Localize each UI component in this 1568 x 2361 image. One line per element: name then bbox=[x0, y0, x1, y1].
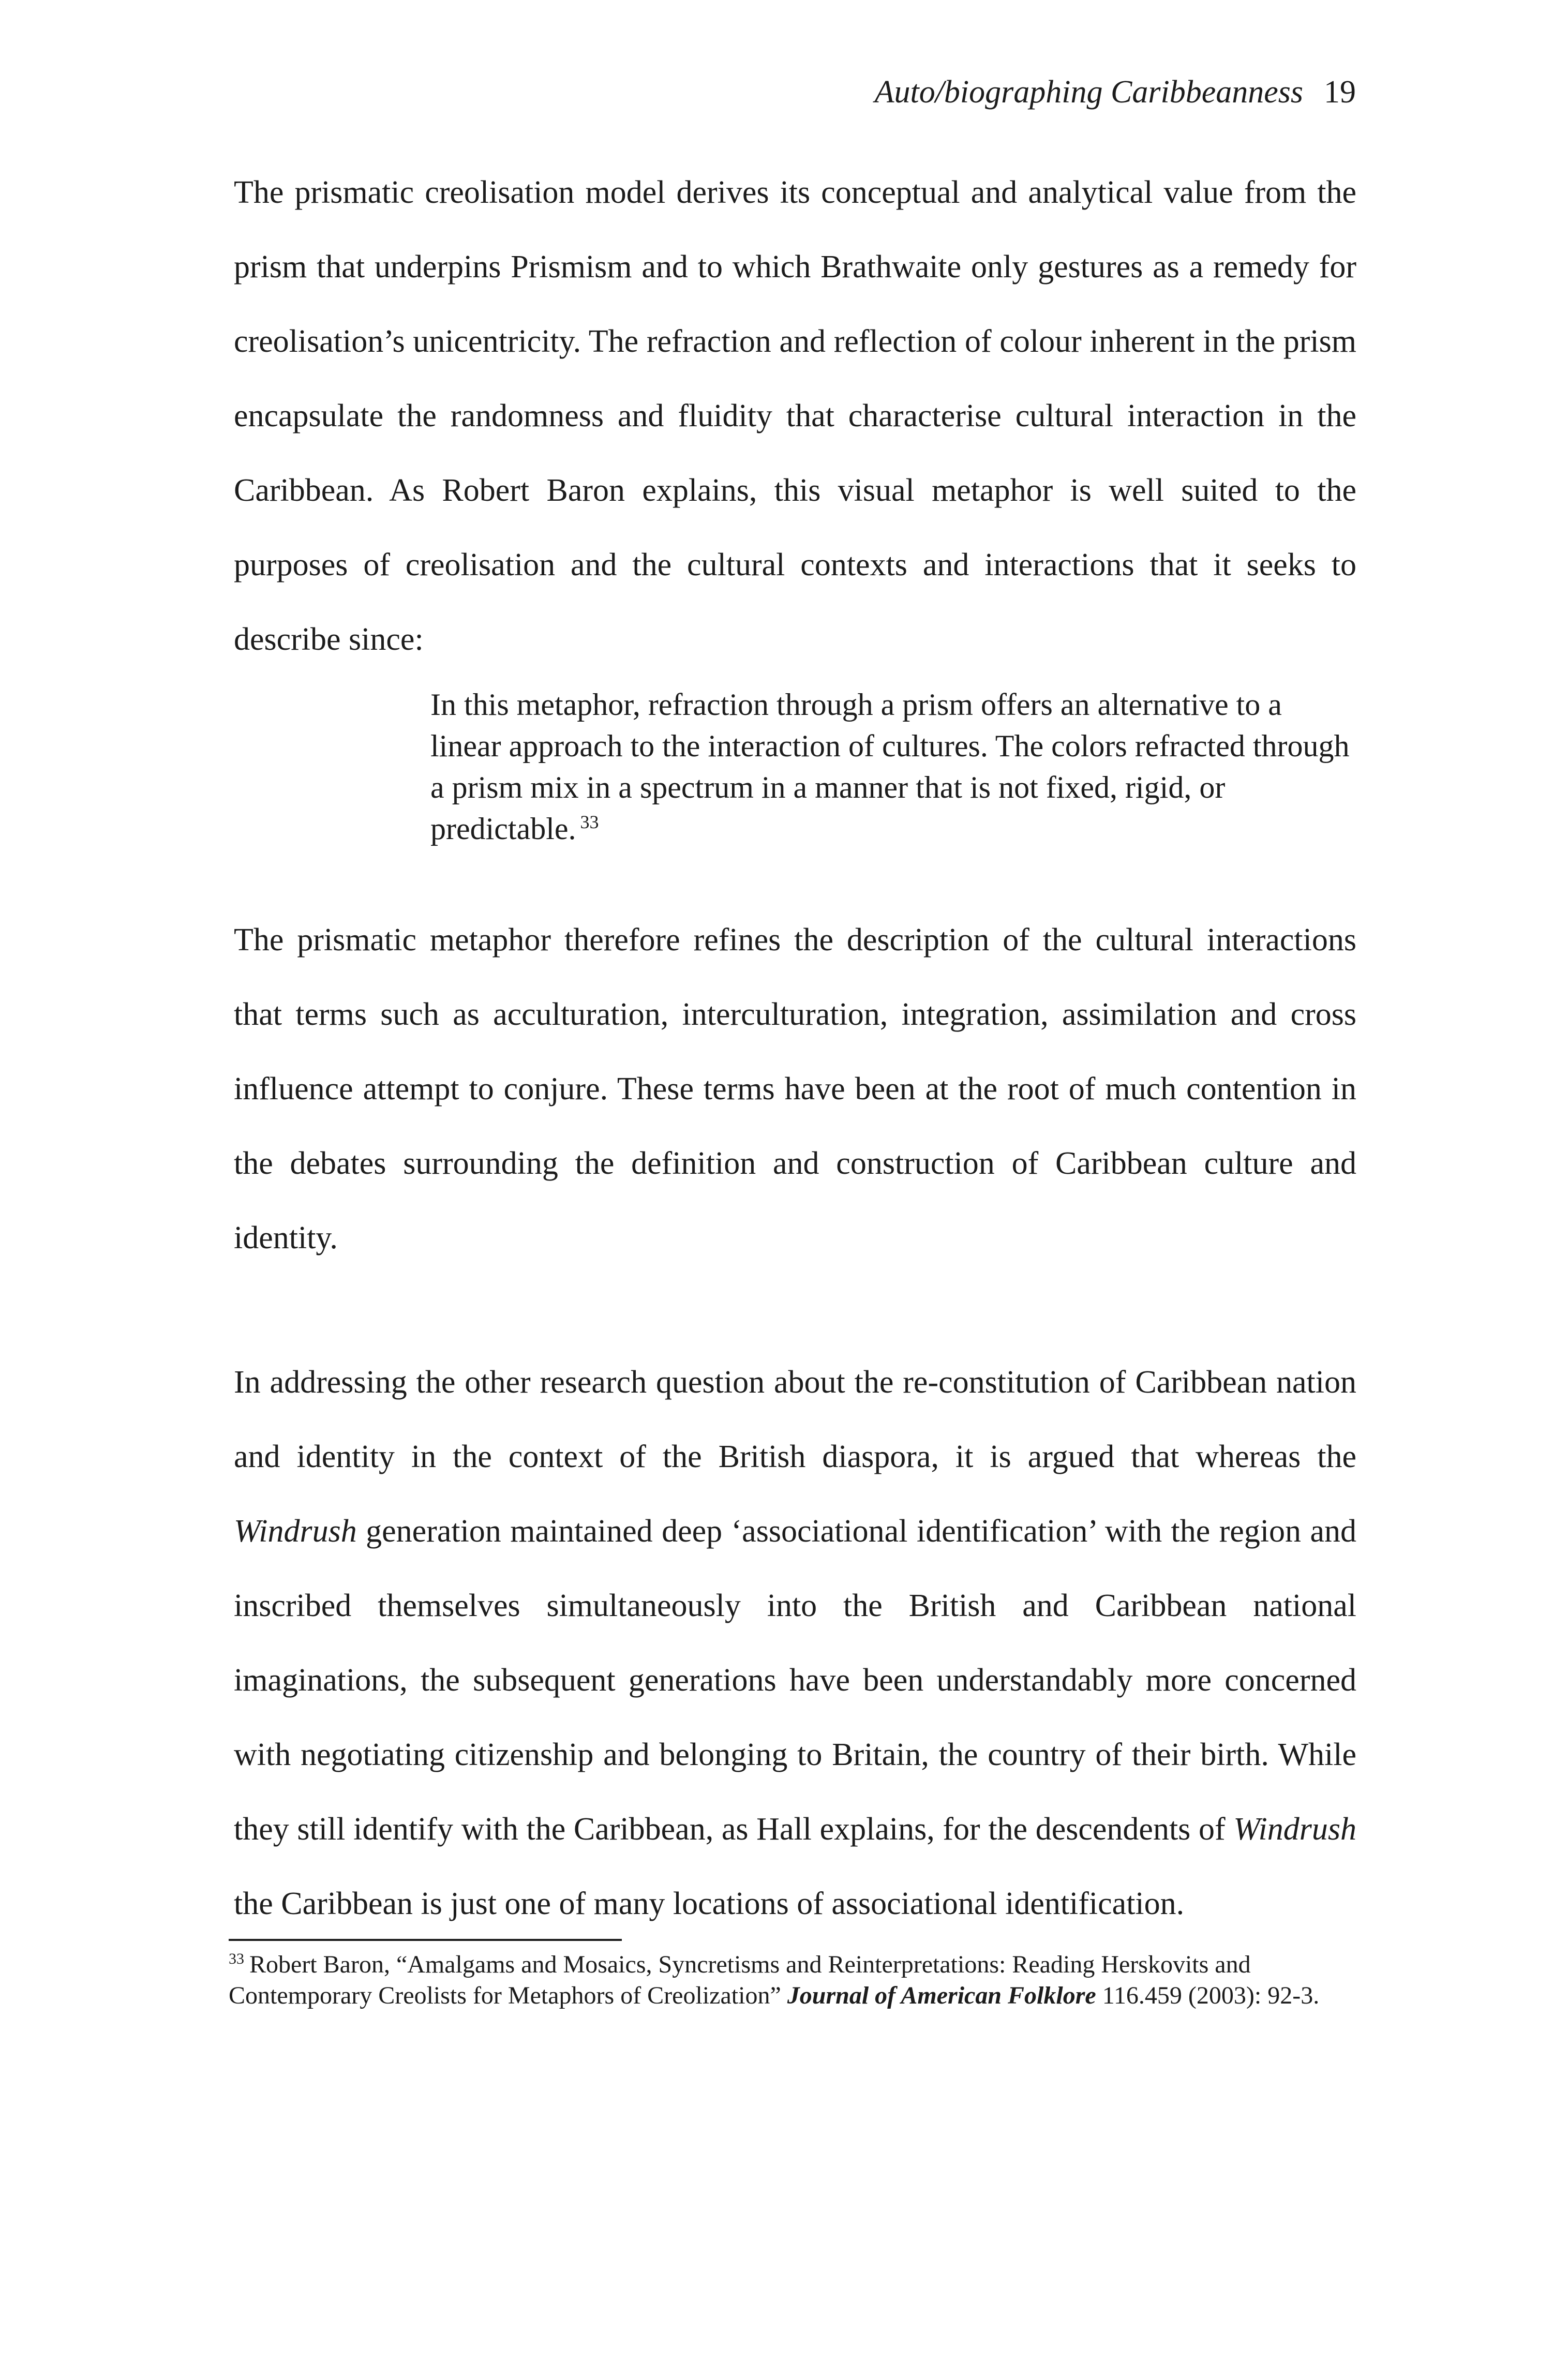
windrush-italic-term: Windrush bbox=[1233, 1812, 1356, 1847]
footnote-citation-details: 116.459 (2003): 92-3. bbox=[1096, 1982, 1320, 2009]
running-title: Auto/biographing Caribbeanness bbox=[874, 74, 1303, 110]
footnote-text: Robert Baron, “Amalgams and Mosaics, Syncretisms and Reinterpretations: Reading Herskovits and Contemporary Creolists for Metaphors of Creolization” bbox=[229, 1951, 1251, 2009]
paragraph-prismatic-metaphor: The prismatic metaphor therefore refines the description of the cultural interactions that terms such as acculturation, interculturation, integration, assimilation and cross influence attempt to conjure. These terms have been at the root of much contention in the debates surrounding the definition and construction of Caribbean culture and identity. bbox=[234, 922, 1356, 1256]
footnote-journal-title: Journal of American Folklore bbox=[787, 1982, 1096, 2009]
paragraph-prismatic-model: The prismatic creolisation model derives its conceptual and analytical value from the prism that underpins Prismism and to which Brathwaite only gestures as a remedy for creolisation’s unicentricity. The refraction and reflection of colour inherent in the prism encapsulate the randomness and fluidity that characterise cultural interaction in the Caribbean. As Robert Baron explains, this visual metaphor is well suited to the purposes of creolisation and the cultural contexts and interactions that it seeks to describe since: bbox=[234, 175, 1356, 657]
footnote-reference: 33 bbox=[580, 812, 599, 832]
windrush-italic-term: Windrush bbox=[234, 1514, 357, 1549]
paragraph-text-segment: the Caribbean is just one of many locations of associational identification. bbox=[234, 1886, 1185, 1921]
paragraph-text-segment: generation maintained deep ‘associational identification’ with the region and inscribed themselves simultaneously into the British and Caribbean national imaginations, the subsequent generations have been understandably more concerned with negotiating citizenship and belonging to Britain, the country of their birth. While they still identify with the Caribbean, as Hall explains, for the descendents of bbox=[234, 1514, 1356, 1847]
paragraph-text-segment: In addressing the other research question about the re-constitution of Caribbean nation and identity in the context of the British diaspora, it is argued that whereas the bbox=[234, 1365, 1356, 1474]
footnote-33 bbox=[229, 1949, 1356, 2011]
block-quote bbox=[430, 684, 1356, 849]
footnote-marker: 33 bbox=[229, 1950, 244, 1967]
running-header bbox=[807, 71, 1356, 113]
page-number: 19 bbox=[1324, 74, 1356, 110]
paragraph-research-question bbox=[234, 1345, 1356, 1941]
block-quote-text: In this metaphor, refraction through a prism offers an alternative to a linear approach to the interaction of cultures. The colors refracted through a prism mix in a spectrum in a manner that is not fixed, rigid, or predictable. bbox=[430, 688, 1350, 846]
footnote-divider bbox=[229, 1939, 622, 1941]
